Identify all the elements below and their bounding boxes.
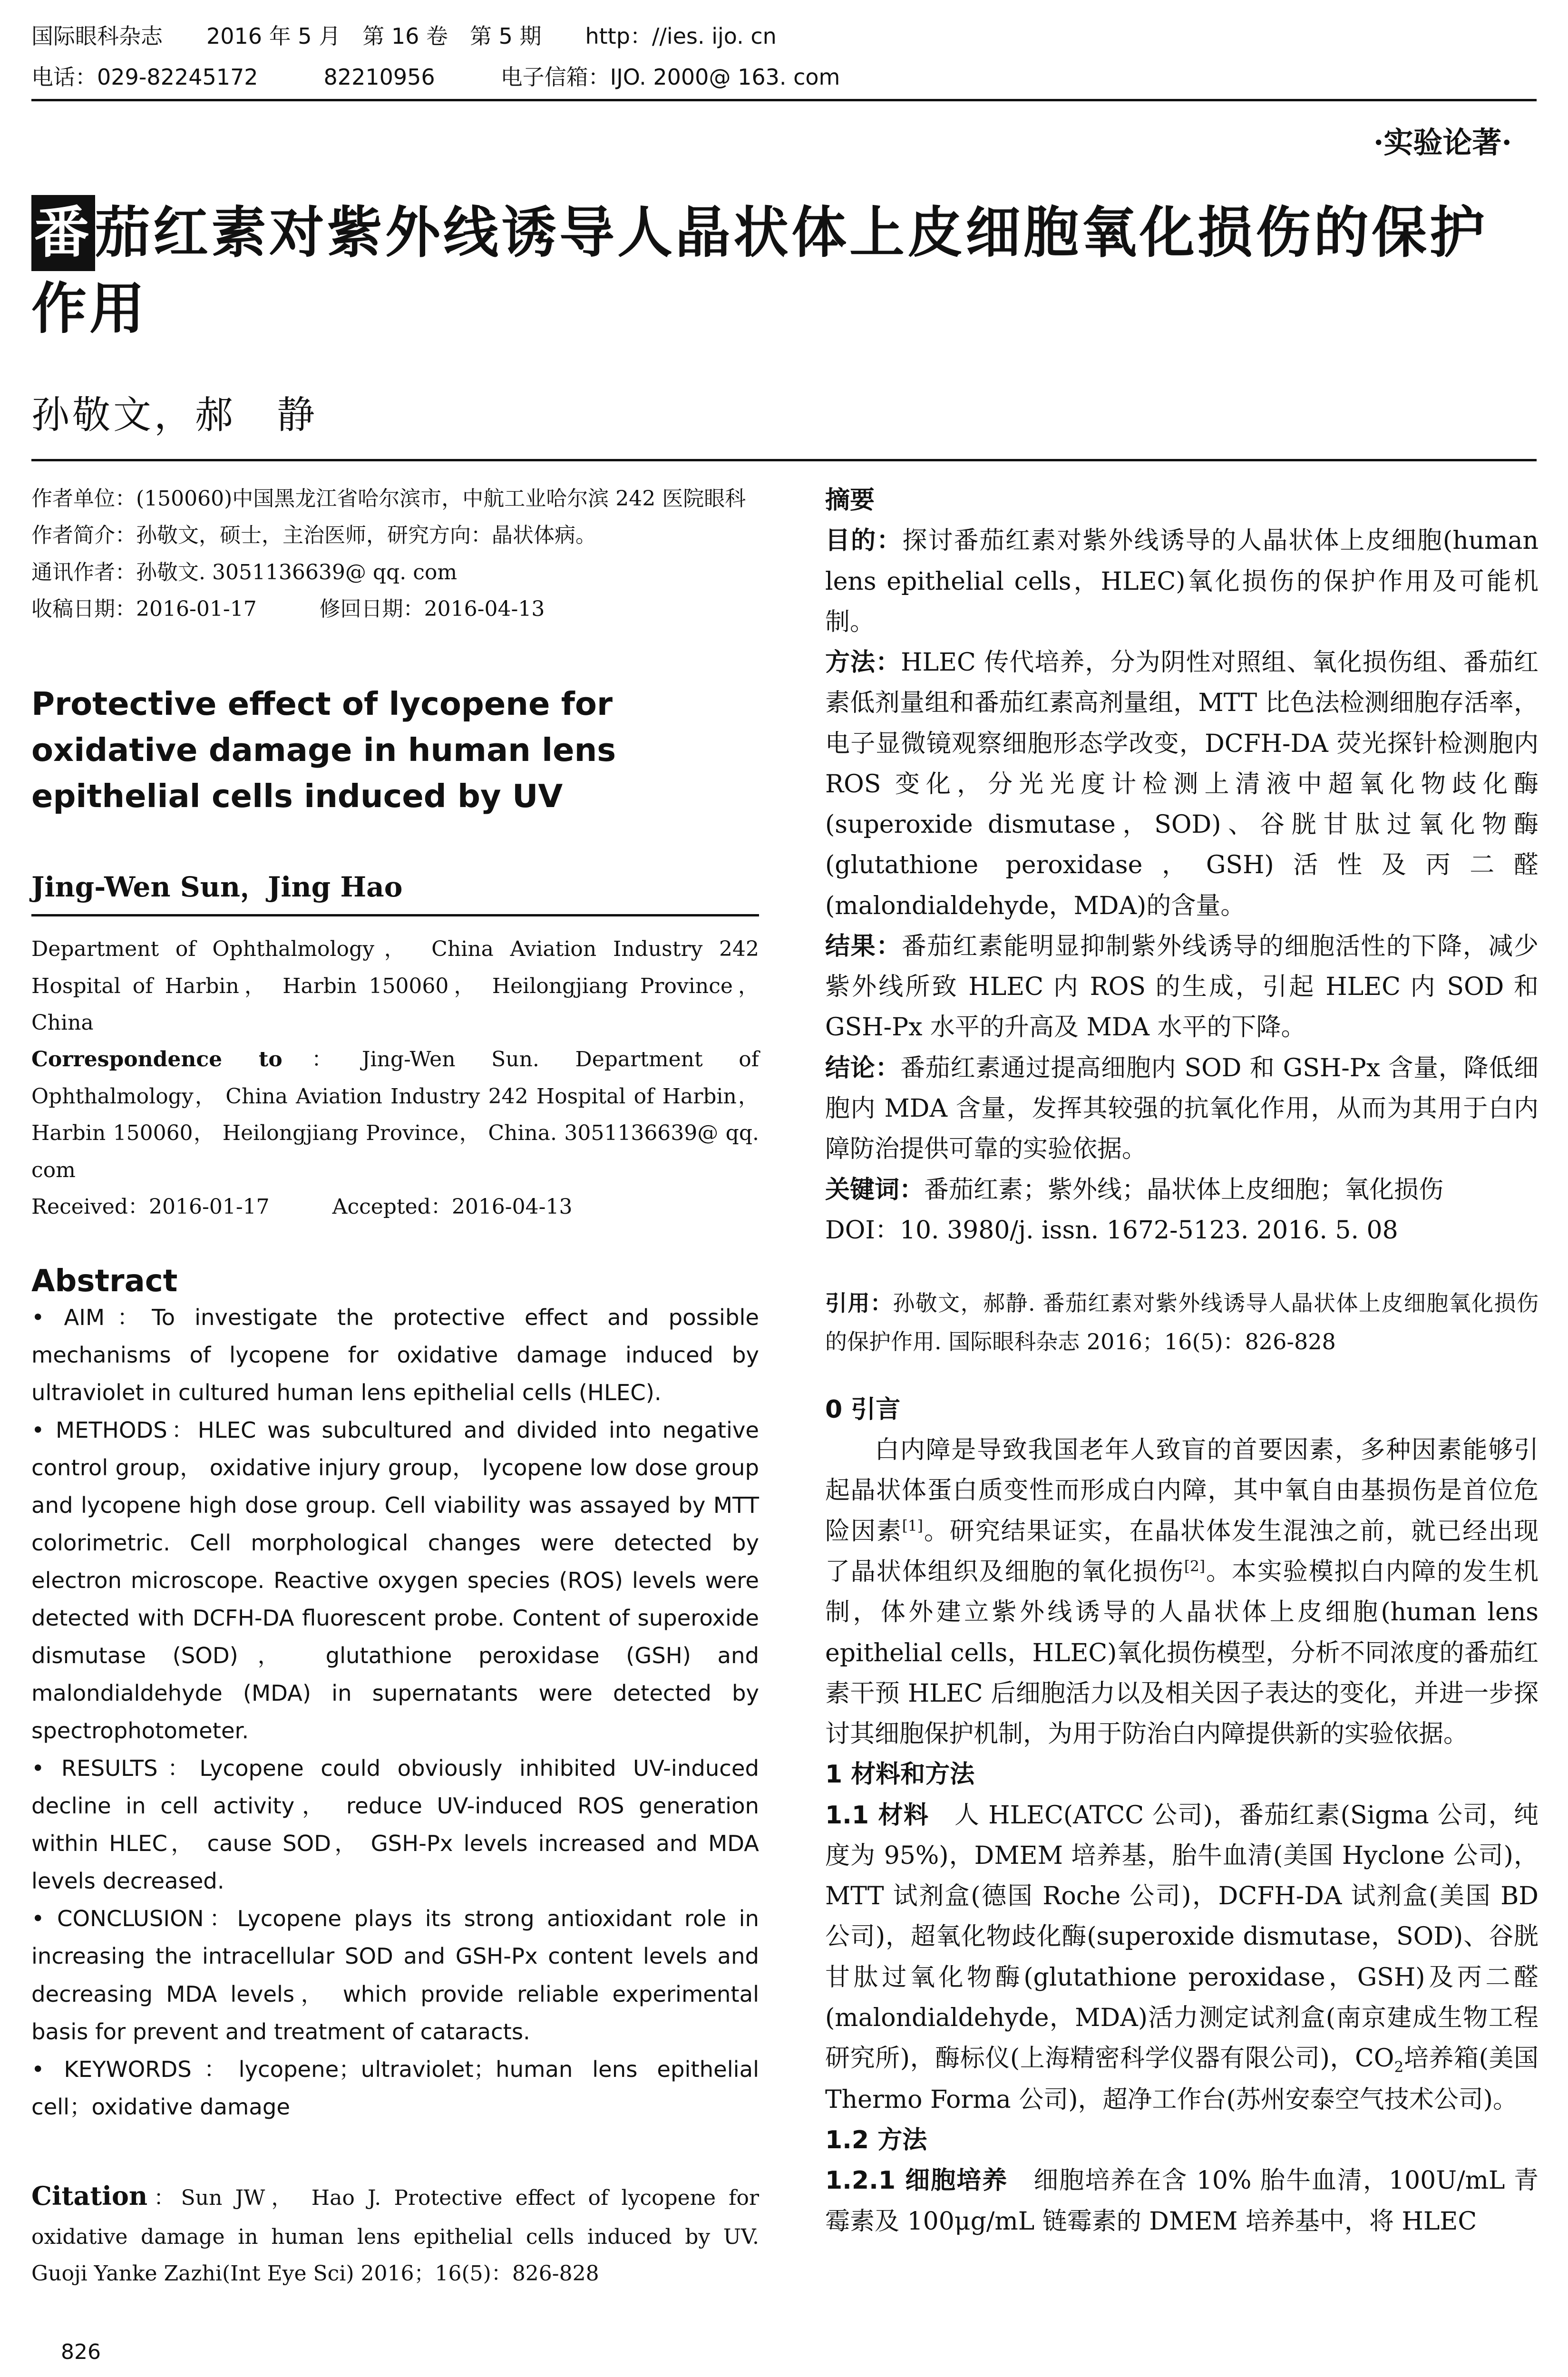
- materials-label: 1.1 材料: [825, 1801, 929, 1830]
- intro-text-1: 白内障是导致我国老年人致盲的首要因素，多种因素能够引起晶状体蛋白质变性而形成白内障，其中氧自由基损伤是首位危险因素: [825, 1436, 1539, 1546]
- cn-aim-text: 探讨番茄红素对紫外线诱导的人晶状体上皮细胞(human lens epithelial cells，HLEC)氧化损伤的保护作用及可能机制。: [825, 526, 1539, 636]
- cn-cite-label: 引用：: [825, 1290, 893, 1316]
- english-authors: Jing-Wen Sun，Jing Hao: [31, 871, 403, 904]
- cn-conclusion: [825, 1048, 1539, 1170]
- cn-results-label: 结果：: [825, 932, 902, 961]
- correspondence-label: Correspondence to: [31, 1047, 282, 1072]
- ref-1: [1]: [902, 1517, 923, 1535]
- header-rule: [31, 99, 1537, 101]
- left-column: [31, 480, 759, 2292]
- journal-header-line-2: 电话：029-82245172 82210956 电子信箱：IJO. 2000@ 163. com: [31, 64, 840, 90]
- cn-methods-text: HLEC 传代培养，分为阴性对照组、氧化损伤组、番茄红素低剂量组和番茄红素高剂量组，MTT 比色法检测细胞存活率，电子显微镜观察细胞形态学改变，DCFH-DA 荧光探针检测胞内 ROS 变化，分光光度计检测上清液中超氧化物歧化酶(superoxide dismutase，SOD)、谷胱甘肽过氧化物酶(glutathione peroxidase，GSH)活性及丙二醛(malondialdehyde，MDA)的含量。: [825, 648, 1539, 920]
- cn-cite-text: 孙敬文，郝静. 番茄红素对紫外线诱导人晶状体上皮细胞氧化损伤的保护作用. 国际眼科杂志 2016；16(5)：826-828: [825, 1290, 1539, 1354]
- cn-keywords-text: 番茄红素；紫外线；晶状体上皮细胞；氧化损伤: [924, 1175, 1444, 1204]
- affiliation: 作者单位：(150060)中国黑龙江省哈尔滨市，中航工业哈尔滨 242 医院眼科: [31, 487, 746, 511]
- cn-conclusion-label: 结论：: [825, 1053, 901, 1082]
- dates: 收稿日期：2016-01-17 修回日期：2016-04-13: [31, 597, 545, 622]
- correspondence-text: ：Jing-Wen Sun. Department of Ophthalmology， China Aviation Industry 242 Hospital of Harbin， Harbin 150060， Heilongjiang Province， China. 3051136639@ qq. com: [31, 1047, 759, 1182]
- title-rule: [31, 459, 1537, 461]
- ref-2: [2]: [1184, 1558, 1206, 1575]
- abstract-aim: • AIM：To investigate the protective effect and possible mechanisms of lycopene for oxidative damage induced by ultraviolet in cultured human lens epithelial cells (HLEC).: [31, 1304, 759, 1405]
- co2-subscript: 2: [1394, 2058, 1404, 2076]
- section-tag: ·实验论著·: [1373, 125, 1512, 160]
- abstract-conclusion: • CONCLUSION：Lycopene plays its strong antioxidant role in increasing the intracellular SOD and GSH-Px content levels and decreasing MDA levels， which provide reliable experimental basis for prevent and treatment of cataracts.: [31, 1906, 759, 2045]
- english-abstract: [31, 1299, 759, 2126]
- cn-keywords-label: 关键词：: [825, 1175, 925, 1204]
- intro-text-2: 。研究结果证实，在晶状体发生混浊之前，就已经出现了晶状体组织及细胞的氧化损伤: [825, 1517, 1539, 1587]
- cn-aim-label: 目的：: [825, 526, 903, 555]
- intro-paragraph: [825, 1430, 1539, 1754]
- abstract-heading: Abstract: [31, 1263, 178, 1299]
- chinese-abstract-heading: 摘要: [825, 486, 875, 515]
- authors-chinese: 孙敬文，郝 静: [31, 393, 318, 437]
- corresponding-author: 通讯作者：孙敬文. 3051136639@ qq. com: [31, 560, 458, 585]
- english-received: Received：2016-01-17 Accepted：2016-04-13: [31, 1195, 573, 1219]
- materials-paragraph: [825, 1795, 1539, 2120]
- culture-label: 1.2.1 细胞培养: [825, 2166, 1008, 2195]
- english-title: Protective effect of lycopene for oxidative damage in human lens epithelial cells induced by UV: [31, 685, 616, 815]
- journal-header-line-1: 国际眼科杂志 2016 年 5 月 第 16 卷 第 5 期 http：//ies. ijo. cn: [31, 23, 777, 49]
- cn-results: [825, 926, 1539, 1048]
- right-column: [825, 480, 1539, 2242]
- abstract-results: • RESULTS：Lycopene could obviously inhibited UV-induced decline in cell activity， reduce UV-induced ROS generation within HLEC， cause SOD， GSH-Px levels increased and MDA levels decreased.: [31, 1755, 759, 1894]
- culture-text: 细胞培养在含 10% 胎牛血清，100U/mL 青霉素及 100μg/mL 链霉素的 DMEM 培养基中，将 HLEC: [825, 2166, 1539, 2236]
- cn-conclusion-text: 番茄红素通过提高细胞内 SOD 和 GSH-Px 含量，降低细胞内 MDA 含量，发挥其较强的抗氧化作用，从而为其用于白内障防治提供可靠的实验依据。: [825, 1053, 1539, 1164]
- cn-aim: [825, 521, 1539, 643]
- doi: DOI：10. 3980/j. issn. 1672-5123. 2016. 5. 08: [825, 1216, 1398, 1245]
- method-heading: 1.2 方法: [825, 2126, 927, 2155]
- abstract-keywords: • KEYWORDS：lycopene；ultraviolet；human lens epithelial cell；oxidative damage: [31, 2056, 759, 2120]
- citation-text: ：Sun JW， Hao J. Protective effect of lycopene for oxidative damage in human lens epithelial cells induced by UV. Guoji Yanke Zazhi(Int Eye Sci) 2016；16(5)：826-828: [31, 2185, 759, 2286]
- culture-paragraph: [825, 2161, 1539, 2242]
- materials-methods-heading: 1 材料和方法: [825, 1760, 975, 1789]
- title-drop-mark: 番: [31, 195, 95, 271]
- citation-block: [31, 2173, 759, 2292]
- cn-methods: [825, 643, 1539, 926]
- abstract-methods: • METHODS：HLEC was subcultured and divided into negative control group， oxidative injury group， lycopene low dose group and lycopene high dose group. Cell viability was assayed by MTT colorimetric. Cell morphological changes were detected by electron microscope. Reactive oxygen species (ROS) levels were detected with DCFH-DA fluorescent probe. Content of superoxide dismutase (SOD)， glutathione peroxidase (GSH) and malondialdehyde (MDA) in supernatants were detected by spectrophotometer.: [31, 1417, 759, 1744]
- citation-label: Citation: [31, 2180, 148, 2211]
- materials-text-1: 人 HLEC(ATCC 公司)，番茄红素(Sigma 公司，纯度为 95%)，DMEM 培养基，胎牛血清(美国 Hyclone 公司)，MTT 试剂盒(德国 Roche 公司)，DCFH-DA 试剂盒(美国 BD 公司)，超氧化物歧化酶(superoxide dismutase，SOD)、谷胱甘肽过氧化物酶(glutathione peroxidase，GSH)及丙二醛(malondialdehyde，MDA)活力测定试剂盒(南京建成生物工程研究所)，酶标仪(上海精密科学仪器有限公司)，CO: [825, 1801, 1539, 2073]
- cn-methods-label: 方法：: [825, 648, 901, 677]
- cn-citation: [825, 1284, 1539, 1361]
- intro-heading: 0 引言: [825, 1395, 901, 1424]
- materials-text-2: 培养箱(美国 Thermo Forma 公司)，超净工作台(苏州安泰空气技术公司)。: [825, 2044, 1539, 2114]
- citation: [31, 2173, 759, 2292]
- author-bio: 作者简介：孙敬文，硕士，主治医师，研究方向：晶状体病。: [31, 523, 596, 548]
- english-department: Department of Ophthalmology， China Aviation Industry 242 Hospital of Harbin， Harbin 150060， Heilongjiang Province， China: [31, 937, 759, 1035]
- cn-keywords: [825, 1170, 1539, 1210]
- english-metadata: [31, 931, 759, 1226]
- cn-results-text: 番茄红素能明显抑制紫外线诱导的细胞活性的下降，减少紫外线所致 HLEC 内 ROS 的生成，引起 HLEC 内 SOD 和 GSH-Px 水平的升高及 MDA 水平的下降。: [825, 932, 1539, 1042]
- intro-text-3: 。本实验模拟白内障的发生机制，体外建立紫外线诱导的人晶状体上皮细胞(human lens epithelial cells，HLEC)氧化损伤模型，分析不同浓度的番茄红素干预 HLEC 后细胞活力以及相关因子表达的变化，并进一步探讨其细胞保护机制，为用于防治白内障提供新的实验依据。: [825, 1558, 1539, 1749]
- author-metadata: [31, 480, 759, 628]
- page-number: 826: [61, 2340, 101, 2364]
- article-title: [31, 195, 1539, 347]
- english-correspondence: [31, 1041, 759, 1188]
- title-text: 茄红素对紫外线诱导人晶状体上皮细胞氧化损伤的保护作用: [31, 201, 1488, 341]
